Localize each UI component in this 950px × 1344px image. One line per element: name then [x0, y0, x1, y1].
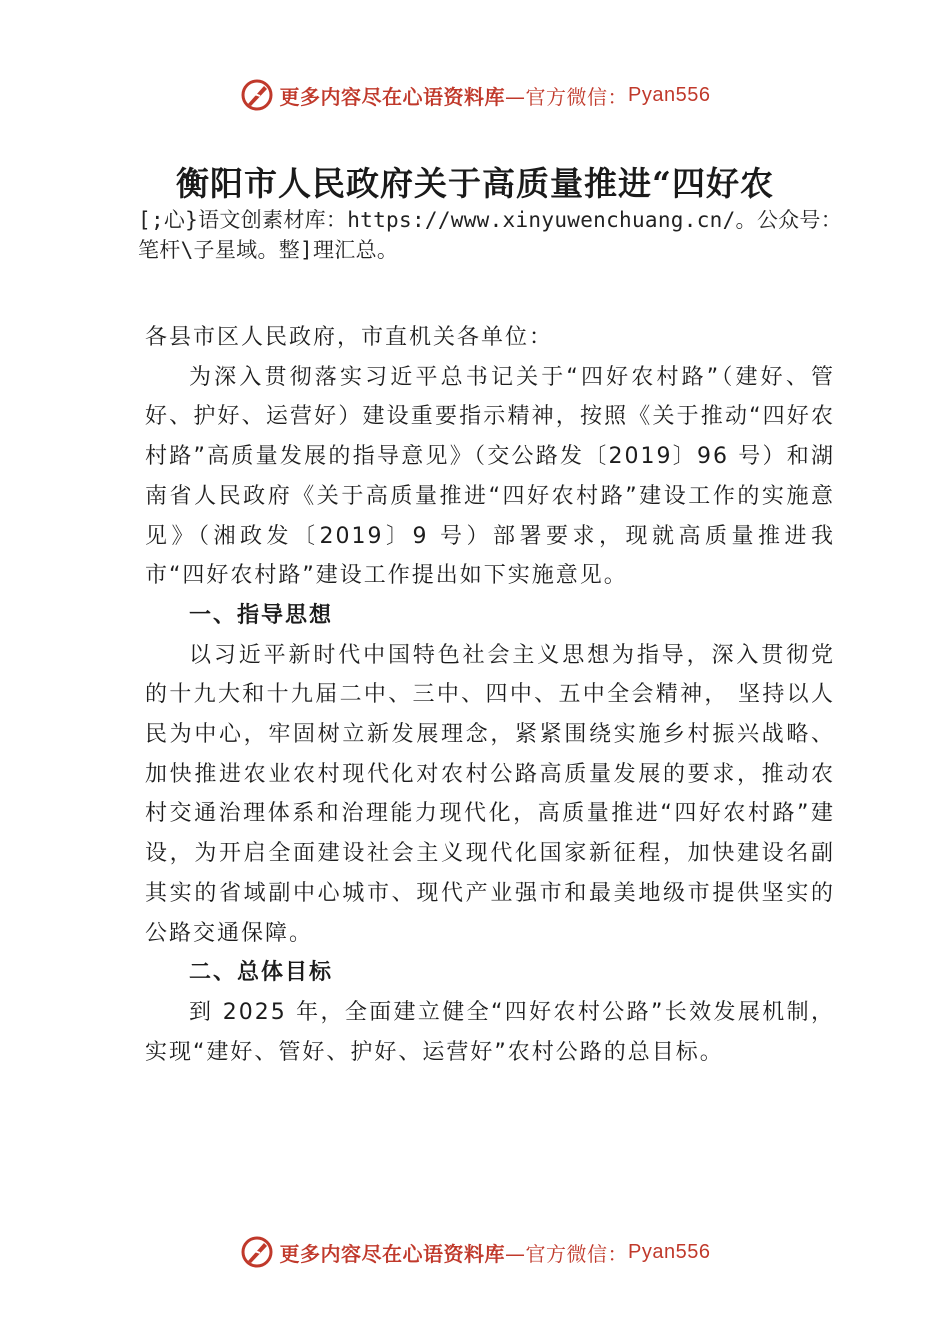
section-heading-1: 一、指导思想 — [189, 602, 334, 628]
brush-logo-icon — [240, 78, 274, 112]
header-banner — [0, 70, 950, 120]
banner-wechat-id: Pyan556 — [628, 83, 711, 106]
banner-text-library: 更多内容尽在心语资料库 — [279, 1241, 506, 1266]
banner-text-library: 更多内容尽在心语资料库 — [279, 84, 506, 109]
brush-logo-icon — [240, 1235, 274, 1269]
source-line: [;心}语文创素材库：https://www.xinyuwenchuang.cn/。公众号：笔杆\子星域。整]理汇总。 — [138, 208, 843, 262]
document-body — [145, 318, 835, 1072]
salutation: 各县市区人民政府，市直机关各单位： — [145, 325, 554, 350]
banner-text-wechat: —官方微信： — [505, 84, 629, 109]
footer-banner — [0, 1227, 950, 1277]
section-paragraph-1: 以习近平新时代中国特色社会主义思想为指导，深入贯彻党的十九大和十九届二中、三中、四中、五中全会精神， 坚持以人民为中心，牢固树立新发展理念，紧紧围绕实施乡村振兴战略、加快推进农业农村现代化对农村公路高质量发展的要求，推动农村交通治理体系和治理能力现代化，高质量推进“四好农村路”建设，为开启全面建设社会主义现代化国家新征程，加快建设名副其实的省域副中心城市、现代产业强市和最美地级市提供坚实的公路交通保障。 — [145, 642, 835, 946]
banner-text-wechat: —官方微信： — [505, 1241, 629, 1266]
intro-paragraph: 为深入贯彻落实习近平总书记关于“四好农村路”（建好、管好、护好、运营好）建设重要指示精神，按照《关于推动“四好农村路”高质量发展的指导意见》（交公路发〔2019〕96 号）和湖南省人民政府《关于高质量推进“四好农村路”建设工作的实施意见》（湘政发〔2019〕9 号）部署要求，现就高质量推进我市“四好农村路”建设工作提出如下实施意见。 — [145, 364, 835, 589]
banner-wechat-id: Pyan556 — [628, 1240, 711, 1263]
document-title: 衡阳市人民政府关于高质量推进“四好农 — [176, 164, 774, 203]
section-paragraph-2: 到 2025 年，全面建立健全“四好农村公路”长效发展机制，实现“建好、管好、护好、运营好”农村公路的总目标。 — [145, 999, 835, 1065]
section-heading-2: 二、总体目标 — [189, 960, 334, 986]
